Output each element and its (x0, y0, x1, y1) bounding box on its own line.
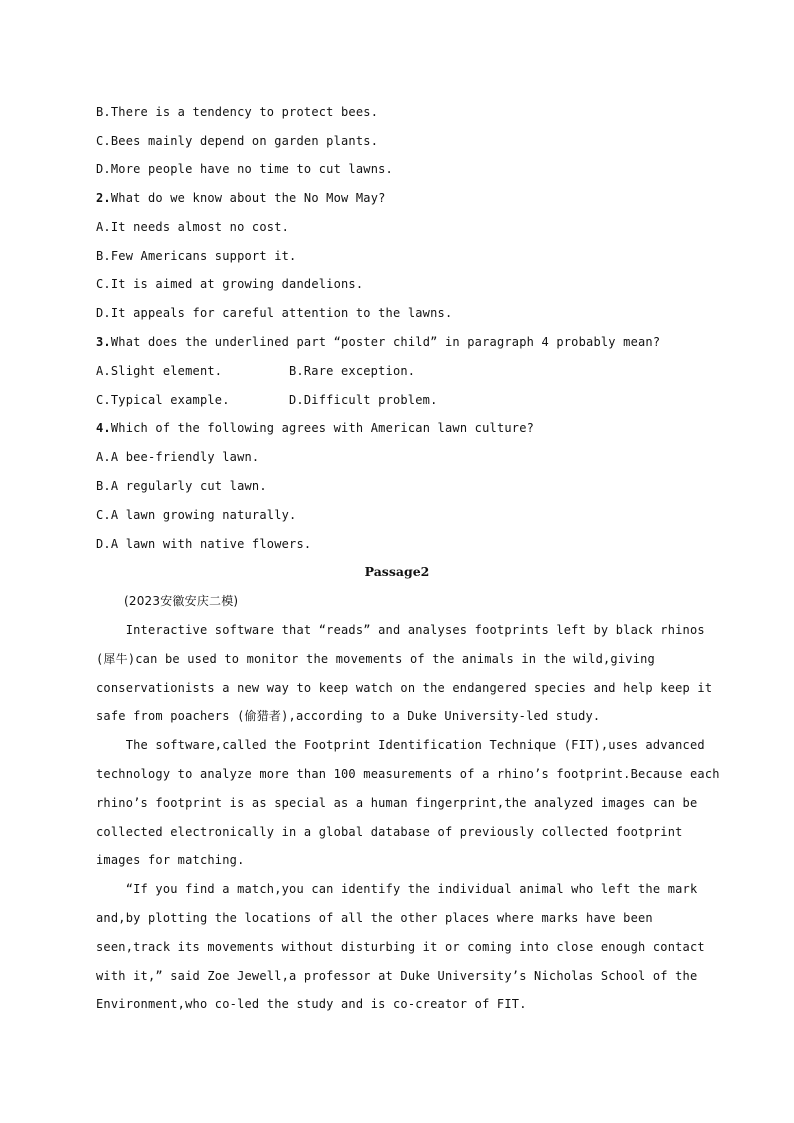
q4-option-a: A.A bee-friendly lawn. (96, 450, 260, 464)
q3-number: 3. (96, 335, 111, 349)
passage-line: seen,track its movements without disturbing it or coming into close enough contact (96, 940, 705, 954)
q1-option-d: D.More people have no time to cut lawns. (96, 162, 393, 176)
passage-line: safe from poachers (偷猎者),according to a Duke University-led study. (96, 709, 601, 723)
passage-line: (犀牛)can be used to monitor the movements of the animals in the wild,giving (96, 652, 655, 666)
q2-option-d: D.It appeals for careful attention to the lawns. (96, 306, 453, 320)
passage-line: The software,called the Footprint Identification Technique (FIT),uses advanced (96, 738, 705, 752)
q2-option-a: A.It needs almost no cost. (96, 220, 290, 234)
q4-option-b: B.A regularly cut lawn. (96, 479, 267, 493)
passage-line: with it,” said Zoe Jewell,a professor at Duke University’s Nicholas School of the (96, 969, 698, 983)
q3-option-a: A.Slight element. (96, 364, 223, 378)
q2-option-c: C.It is aimed at growing dandelions. (96, 277, 364, 291)
passage-source: (2023安徽安庆二模) (124, 594, 239, 608)
q4-option-c: C.A lawn growing naturally. (96, 508, 297, 522)
passage-line: “If you find a match,you can identify the individual animal who left the mark (96, 882, 698, 896)
passage-line: Interactive software that “reads” and analyses footprints left by black rhinos (96, 623, 705, 637)
q3-option-d: D.Difficult problem. (289, 393, 438, 407)
passage-line: images for matching. (96, 853, 245, 867)
q4-text: Which of the following agrees with American lawn culture? (110, 421, 535, 435)
q3-question (96, 334, 660, 350)
passage-heading: Passage2 (364, 564, 430, 579)
q1-option-c: C.Bees mainly depend on garden plants. (96, 134, 379, 148)
q2-number: 2. (96, 191, 111, 205)
q2-question (96, 190, 386, 206)
q4-number: 4. (96, 421, 111, 435)
q3-text: What does the underlined part “poster child” in paragraph 4 probably mean? (110, 335, 661, 349)
passage-line: conservationists a new way to keep watch on the endangered species and help keep it (96, 681, 713, 695)
q2-text: What do we know about the No Mow May? (110, 191, 386, 205)
q3-option-c: C.Typical example. (96, 393, 230, 407)
q3-option-b: B.Rare exception. (289, 364, 416, 378)
q4-question (96, 420, 534, 436)
passage-line: collected electronically in a global database of previously collected footprint (96, 825, 683, 839)
passage-line: technology to analyze more than 100 measurements of a rhino’s footprint.Because each (96, 767, 720, 781)
q1-option-b: B.There is a tendency to protect bees. (96, 105, 379, 119)
passage-line: and,by plotting the locations of all the other places where marks have been (96, 911, 653, 925)
q2-option-b: B.Few Americans support it. (96, 249, 297, 263)
passage-line: rhino’s footprint is as special as a human fingerprint,the analyzed images can be (96, 796, 698, 810)
passage-line: Environment,who co-led the study and is co-creator of FIT. (96, 997, 527, 1011)
q4-option-d: D.A lawn with native flowers. (96, 537, 312, 551)
